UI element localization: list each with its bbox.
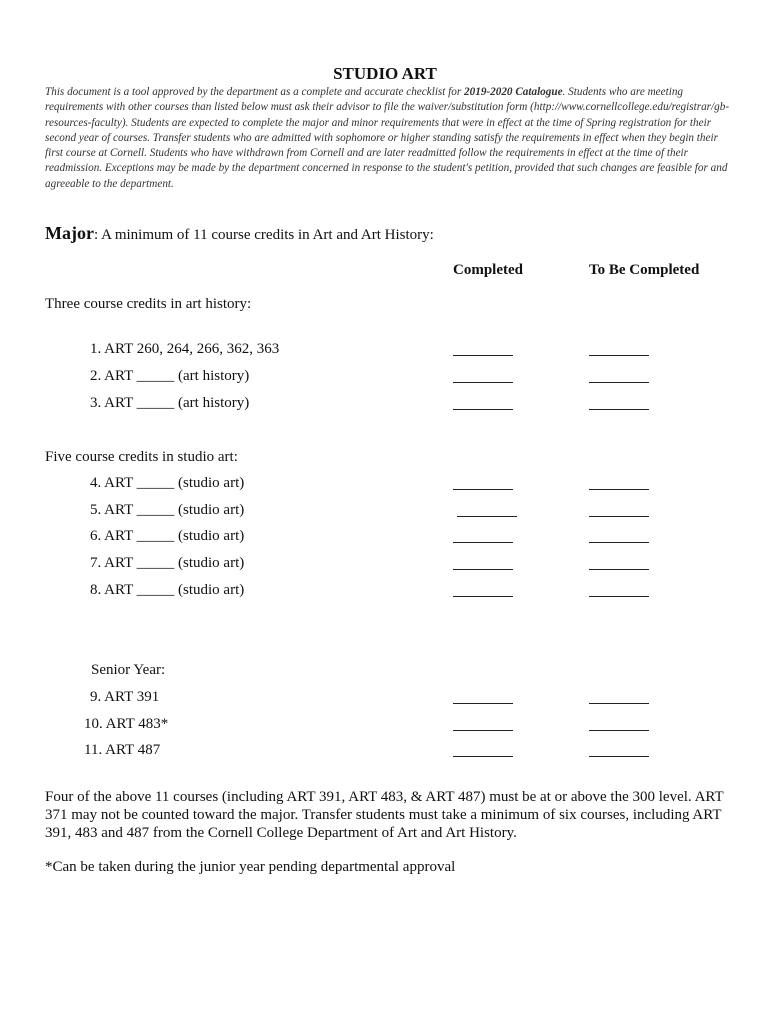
intro-text-after: . Students who are meeting requirements with other courses than listed below must ask their advisor to file the waiver/substitution form (http://www.cornellcollege.edu/registrar/gb-resources-faculty). Students are expected to complete the major and minor requirements that were in effect at the time of Spring registration for their second year of courses. Transfer students who are admitted with sophomore or higher standing satisfy the requirements in effect when they begin their first course at Cornell. Students who have withdrawn from Cornell and are later readmitted follow the requirements in effect at the time of their readmission. Exceptions may be made by the department concerned in response to the student's petition, provided that such changes are feasible for and agreeable to the department. — [45, 86, 730, 190]
completed-blank-10[interactable] — [453, 730, 513, 731]
requirement-row-2: 2. ART _____ (art history) — [90, 368, 250, 384]
to-be-completed-blank-2[interactable] — [589, 382, 649, 383]
requirement-row-4: 4. ART _____ (studio art) — [90, 475, 245, 491]
requirement-row-3: 3. ART _____ (art history) — [90, 395, 250, 411]
completed-blank-7[interactable] — [453, 569, 513, 570]
completed-blank-2[interactable] — [453, 382, 513, 383]
catalogue-year: 2019-2020 Catalogue — [464, 86, 563, 98]
major-label: Major — [45, 223, 94, 243]
requirement-row-9: 9. ART 391 — [90, 689, 160, 705]
column-header-completed: Completed — [453, 262, 523, 278]
column-header-to-be-completed: To Be Completed — [589, 262, 700, 278]
to-be-completed-blank-6[interactable] — [589, 542, 649, 543]
section-studio-art: Five course credits in studio art: — [45, 449, 238, 465]
requirements-note: Four of the above 11 courses (including ART 391, ART 483, & ART 487) must be at or above the 300 level. ART 371 may not be counted toward the major. Transfer students must take a minimum of six courses, including ART 391, 483 and 487 from the Cornell College Department of Art and Art History. — [45, 789, 724, 841]
requirement-row-6: 6. ART _____ (studio art) — [90, 528, 245, 544]
to-be-completed-blank-10[interactable] — [589, 730, 649, 731]
to-be-completed-blank-1[interactable] — [589, 355, 649, 356]
completed-blank-6[interactable] — [453, 542, 513, 543]
requirement-row-8: 8. ART _____ (studio art) — [90, 582, 245, 598]
completed-blank-11[interactable] — [453, 756, 513, 757]
to-be-completed-blank-9[interactable] — [589, 703, 649, 704]
to-be-completed-blank-3[interactable] — [589, 409, 649, 410]
completed-blank-8[interactable] — [453, 596, 513, 597]
to-be-completed-blank-8[interactable] — [589, 596, 649, 597]
intro-paragraph — [45, 85, 735, 192]
major-heading — [45, 223, 434, 244]
major-description: : A minimum of 11 course credits in Art and Art History: — [93, 227, 434, 243]
requirement-row-10: 10. ART 483* — [84, 716, 169, 732]
footnote: *Can be taken during the junior year pending departmental approval — [45, 859, 456, 875]
page-title: STUDIO ART — [333, 64, 437, 83]
completed-blank-1[interactable] — [453, 355, 513, 356]
to-be-completed-blank-11[interactable] — [589, 756, 649, 757]
to-be-completed-blank-4[interactable] — [589, 489, 649, 490]
completed-blank-4[interactable] — [453, 489, 513, 490]
requirement-row-5: 5. ART _____ (studio art) — [90, 502, 245, 518]
to-be-completed-blank-5[interactable] — [589, 516, 649, 517]
requirement-row-11: 11. ART 487 — [84, 742, 161, 758]
completed-blank-9[interactable] — [453, 703, 513, 704]
requirement-row-1: 1. ART 260, 264, 266, 362, 363 — [90, 341, 280, 357]
to-be-completed-blank-7[interactable] — [589, 569, 649, 570]
section-art-history: Three course credits in art history: — [45, 296, 252, 312]
requirement-row-7: 7. ART _____ (studio art) — [90, 555, 245, 571]
completed-blank-3[interactable] — [453, 409, 513, 410]
section-senior-year: Senior Year: — [91, 662, 166, 678]
completed-blank-5[interactable] — [457, 516, 517, 517]
intro-text-before: This document is a tool approved by the department as a complete and accurate checklist for — [45, 86, 465, 98]
